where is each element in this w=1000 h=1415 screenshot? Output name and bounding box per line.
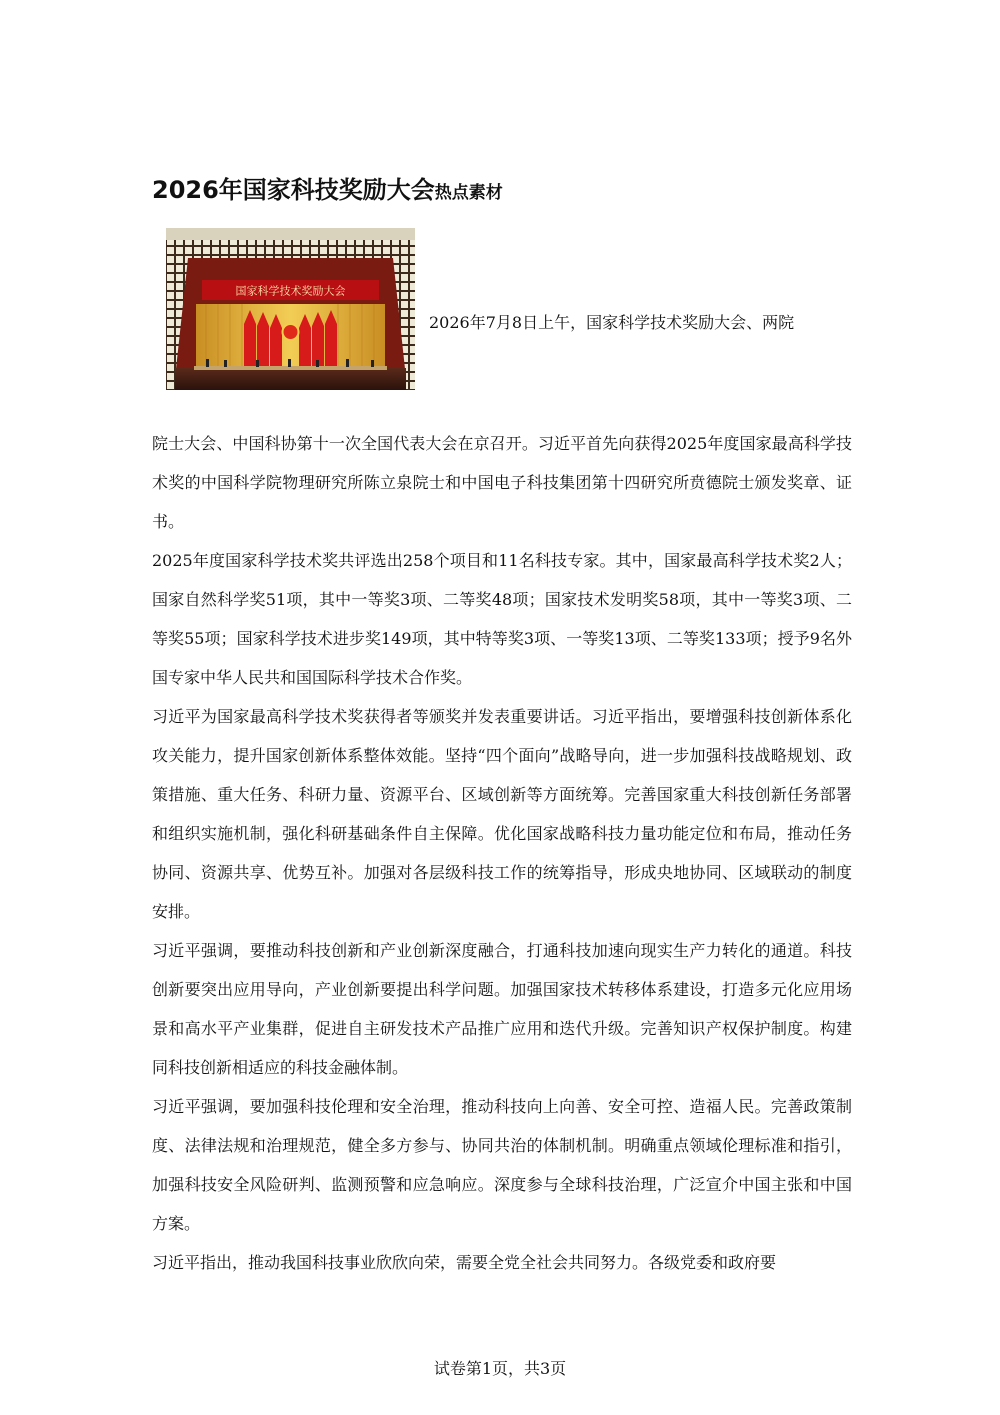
paragraph: 习近平为国家最高科学技术奖获得者等颁奖并发表重要讲话。习近平指出，要增强科技创新体系化攻关能力，提升国家创新体系整体效能。坚持“四个面向”战略导向，进一步加强科技战略规划、政策措施、重大任务、科研力量、资源平台、区域创新等方面统筹。完善国家重大科技创新任务部署和组织实施机制，强化科研基础条件自主保障。优化国家战略科技力量功能定位和布局，推动任务协同、资源共享、优势互补。加强对各层级科技工作的统筹指导，形成央地协同、区域联动的制度安排。	[152, 707, 852, 921]
paragraph: 习近平指出，推动我国科技事业欣欣向荣，需要全党全社会共同努力。各级党委和政府要	[152, 1253, 777, 1272]
banner-text: 国家科学技术奖励大会	[235, 284, 346, 298]
paragraph: 院士大会、中国科协第十一次全国代表大会在京召开。习近平首先向获得2025年度国家最高科学技术奖的中国科学院物理研究所陈立泉院士和中国电子科技集团第十四研究所贲德院士颁发奖章、证书。	[152, 434, 852, 531]
article-body	[152, 424, 852, 1282]
title-suffix: 热点素材	[434, 183, 503, 203]
page-footer: 试卷第1页，共3页	[433, 1359, 567, 1378]
award-ceremony-photo	[166, 228, 415, 390]
paragraph: 习近平强调，要加强科技伦理和安全治理，推动科技向上向善、安全可控、造福人民。完善政策制度、法律法规和治理规范，健全多方参与、协同共治的体制机制。明确重点领域伦理标准和指引，加强科技安全风险研判、监测预警和应急响应。深度参与全球科技治理，广泛宣介中国主张和中国方案。	[152, 1097, 852, 1233]
lead-text: 2026年7月8日上午，国家科学技术奖励大会、两院	[429, 313, 795, 332]
paragraph: 2025年度国家科学技术奖共评选出258个项目和11名科技专家。其中，国家最高科学技术奖2人；国家自然科学奖51项，其中一等奖3项、二等奖48项；国家技术发明奖58项，其中一等奖3项、二等奖55项；国家科学技术进步奖149项，其中特等奖3项、一等奖13项、二等奖133项；授予9名外国专家中华人民共和国国际科学技术合作奖。	[152, 551, 852, 687]
title-main: 2026年国家科技奖励大会	[152, 176, 435, 204]
document-title	[152, 168, 503, 206]
paragraph: 习近平强调，要推动科技创新和产业创新深度融合，打通科技加速向现实生产力转化的通道。科技创新要突出应用导向，产业创新要提出科学问题。加强国家技术转移体系建设，打造多元化应用场景和高水平产业集群，促进自主研发技术产品推广应用和迭代升级。完善知识产权保护制度。构建同科技创新相适应的科技金融体制。	[152, 941, 852, 1077]
